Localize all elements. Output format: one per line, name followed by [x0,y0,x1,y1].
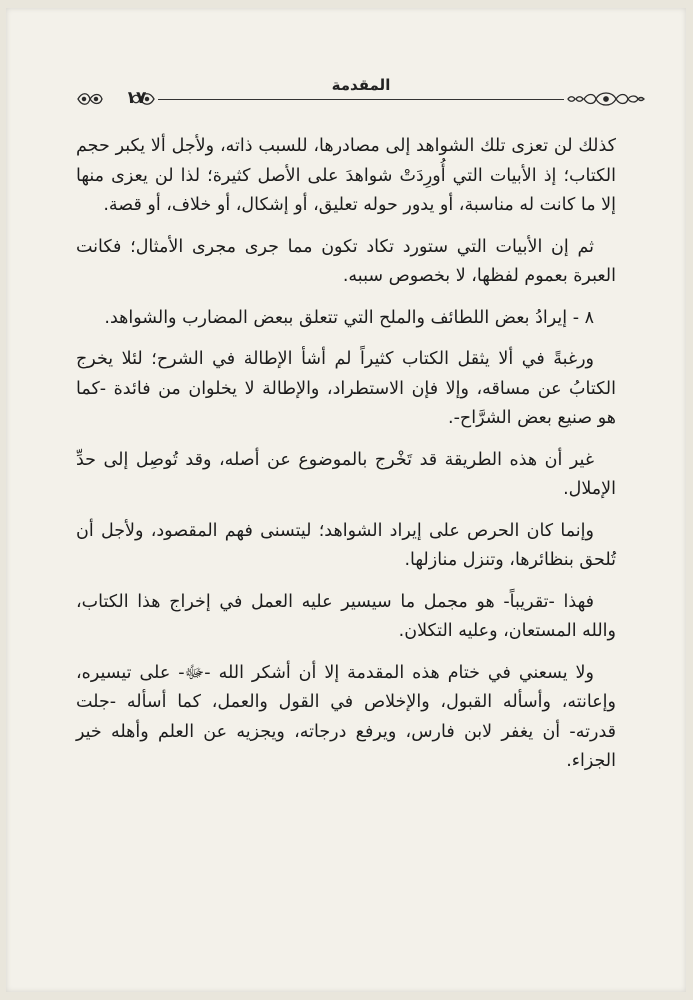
paragraph: ٨ - إيرادُ بعض اللطائف والملح التي تتعلق ببعض المضارب والشواهد. [104,307,594,328]
book-page [6,8,686,992]
paragraph: غير أن هذه الطريقة قد تَخْرج بالموضوع عن أصله، وقد تُوصِل إلى حدِّ الإملال. [76,449,616,499]
running-header [76,76,646,116]
header-rule [158,99,564,100]
paragraph: وإنما كان الحرص على إيراد الشواهد؛ ليتسنى فهم المقصود، ولأجل أن تُلحق بنظائرها، وتنزل منازلها. [76,520,616,570]
paragraph: ورغبةً في ألا يثقل الكتاب كثيراً لم أشأ الإطالة في الشرح؛ لئلا يخرج الكتابُ عن مساقه، وإلا فإن الاستطراد، والإطالة لا يخلوان من فائدة -كما هو صنيع بعض الشرَّاح-. [76,349,616,428]
right-ornament-icon [566,89,646,109]
page-number: ١٧ [125,88,147,108]
header-title: المقدمة [331,76,391,94]
paragraph: ولا يسعني في ختام هذه المقدمة إلا أن أشكر الله -ﷻ- على تيسيره، وإعانته، وأسأله القبول، والإخلاص في القول والعمل، كما أسأله -جلت قدرته- أن يغفر لابن فارس، ويرفع درجاته، ويجزيه عن العلم وأهله خير الجزاء. [76,662,616,771]
paragraph: ثم إن الأبيات التي ستورد تكاد تكون مما جرى مجرى الأمثال؛ فكانت العبرة بعموم لفظها، لا بخصوص سببه. [76,236,616,286]
paragraph: فهذا -تقريباً- هو مجمل ما سيسير عليه العمل في إخراج هذا الكتاب، والله المستعان، وعليه التكلان. [76,591,616,641]
page-body [76,132,616,789]
paragraph: كذلك لن تعزى تلك الشواهد إلى مصادرها، للسبب ذاته، ولأجل ألا يكبر حجم الكتاب؛ إذ الأبيات التي أُورِدَتْ شواهدَ على الأصل كثيرة؛ لذا لن يعزى منها إلا ما كانت له مناسبة، أو يدور حوله تعليق، أو إشكال، أو خلاف، أو قصة. [76,136,616,215]
